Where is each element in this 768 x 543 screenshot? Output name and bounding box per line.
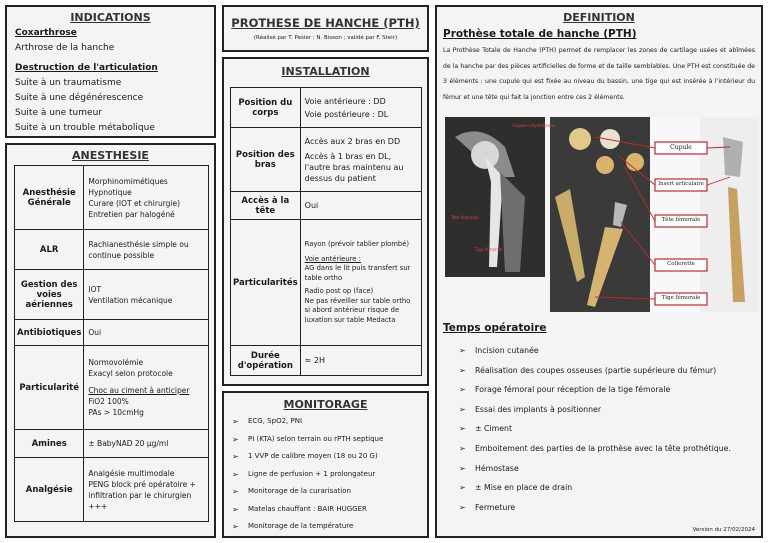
- row-label: Analgésie: [15, 458, 84, 522]
- anesthesie-panel: [5, 143, 216, 538]
- row-value: Oui: [84, 320, 209, 346]
- figure-label: Collerette: [667, 261, 695, 267]
- xray-label: Cupule cotyloïdienne: [513, 123, 556, 128]
- indication-title-0: Coxarthrose: [15, 28, 77, 38]
- temps-item: ➢ Réalisation des coupes osseuses (partie supérieure du fémur): [459, 361, 755, 381]
- monitorage-item: ➢ Ligne de perfusion + 1 prolongateur: [232, 466, 419, 484]
- figure-label: Tige fémorale: [661, 295, 701, 301]
- temps-item: ➢ Essai des implants à positionner: [459, 400, 755, 420]
- indications-header: INDICATIONS: [70, 11, 151, 24]
- installation-panel: [222, 57, 429, 386]
- definition-header: DEFINITION: [563, 11, 635, 24]
- indication-item: Arthrose de la hanche: [15, 43, 115, 53]
- row-value: Morphinomimétiques Hypnotique Curare (IOT et chirurgie) Entretien par halogéné: [84, 166, 209, 230]
- installation-header: INSTALLATION: [281, 65, 370, 78]
- indication-item: Suite à une dégénérescence: [15, 93, 144, 103]
- temps-header: Temps opératoire: [443, 322, 547, 334]
- page-title: PROTHESE DE HANCHE (PTH): [231, 16, 420, 30]
- row-value: IOT Ventilation mécanique: [84, 270, 209, 320]
- prosthesis-illustration: [445, 117, 759, 312]
- monitorage-item: ➢ Matelas chauffant : BAIR HUGGER: [232, 501, 419, 519]
- row-value: Analgésie multimodale PENG block pré opératoire + infiltration par le chirurgien +++: [84, 458, 209, 522]
- temps-item: ➢ Fermeture: [459, 498, 755, 518]
- monitorage-header: MONITORAGE: [283, 398, 368, 411]
- row-label: Accès à la tête: [231, 192, 301, 220]
- row-value: ± BabyNAD 20 µg/ml: [84, 430, 209, 458]
- row-label: Particularité: [15, 346, 84, 430]
- xray-label: Tête fémorale: [451, 215, 479, 220]
- xray-label: Tige fémorale: [475, 247, 503, 252]
- temps-item: ➢ Emboitement des parties de la prothèse avec la tête prothétique.: [459, 439, 755, 459]
- temps-item: ➢ ± Mise en place de drain: [459, 478, 755, 498]
- anesthesie-header: ANESTHESIE: [72, 149, 149, 162]
- row-value: Oui: [300, 192, 421, 220]
- indications-panel: [5, 5, 216, 138]
- figure-label: Tête fémorale: [661, 217, 701, 223]
- row-value: Rachianesthésie simple ou continue possible: [84, 230, 209, 270]
- row-label: Anesthésie Générale: [15, 166, 84, 230]
- monitorage-item: ➢ 1 VVP de calibre moyen (18 ou 20 G): [232, 448, 419, 466]
- indication-item: Suite à un traumatisme: [15, 78, 122, 88]
- row-value: Accès aux 2 bras en DD Accès à 1 bras en DL, l'autre bras maintenu au dessus du patient: [300, 128, 421, 192]
- prosthesis-figure: [445, 117, 759, 312]
- row-label: Amines: [15, 430, 84, 458]
- temps-item: ➢ ± Ciment: [459, 419, 755, 439]
- monitorage-item: ➢ Monitorage de la curarisation: [232, 483, 419, 501]
- monitorage-panel: [222, 391, 429, 538]
- monitorage-item: ➢ PI (KTA) selon terrain ou rPTH septique: [232, 431, 419, 449]
- row-label: Durée d'opération: [231, 346, 301, 376]
- row-label: Position du corps: [231, 88, 301, 128]
- indication-title-1: Destruction de l'articulation: [15, 63, 158, 73]
- version-label: Version du 27/02/2024: [692, 527, 755, 533]
- page-credit: (Réalisé par T. Pesier ; N. Bisson ; validé par F. Steir): [253, 35, 398, 41]
- monitorage-item: ➢ Monitorage de la température: [232, 518, 419, 536]
- anesthesie-table: [14, 165, 209, 522]
- row-value: Normovolémie Exacyl selon protocole Choc au ciment à anticiper FiO2 100% PAs > 10cmHg: [84, 346, 209, 430]
- definition-panel: [435, 5, 763, 538]
- title-panel: [222, 5, 429, 52]
- monitorage-item: ➢ ECG, SpO2, PNI: [232, 413, 419, 431]
- row-value: ≈ 2H: [300, 346, 421, 376]
- row-label: Gestion des voies aériennes: [15, 270, 84, 320]
- monitorage-list: [224, 413, 427, 536]
- row-label: ALR: [15, 230, 84, 270]
- installation-table: [230, 87, 422, 376]
- temps-list: [459, 341, 755, 517]
- temps-item: ➢ Forage fémoral pour réception de la tige fémorale: [459, 380, 755, 400]
- figure-label: Cupule: [670, 144, 692, 151]
- row-label: Particularités: [231, 220, 301, 346]
- definition-subtitle: Prothèse totale de hanche (PTH): [443, 28, 637, 40]
- row-value: Rayon (prévoir tablier plombé) Voie antérieure : AG dans le lit puis transfert sur table ortho Radio post op (face) Ne pas réveiller sur table ortho si abord antérieur risque de luxation sur table Medacta: [300, 220, 421, 346]
- temps-item: ➢ Hémostase: [459, 459, 755, 479]
- temps-item: ➢ Incision cutanée: [459, 341, 755, 361]
- figure-label: Insert articulaire: [658, 181, 704, 187]
- row-value: Voie antérieure : DD Voie postérieure : DL: [300, 88, 421, 128]
- indication-item: Suite à un trouble métabolique: [15, 123, 155, 133]
- definition-paragraph: La Prothèse Totale de Hanche (PTH) permet de remplacer les zones de cartilage usées et abîmées de la hanche par des pièces artificielles de forme et de taille semblables. Une PTH est constituée de 3 éléments : une cupule qui est fixée au niveau du bassin, une tige qui est insérée à l'intérieur du fémur et une tête qui fait la jonction entre ces 2 éléments.: [443, 47, 755, 101]
- row-label: Antibiotiques: [15, 320, 84, 346]
- indication-item: Suite à une tumeur: [15, 108, 102, 118]
- row-label: Position des bras: [231, 128, 301, 192]
